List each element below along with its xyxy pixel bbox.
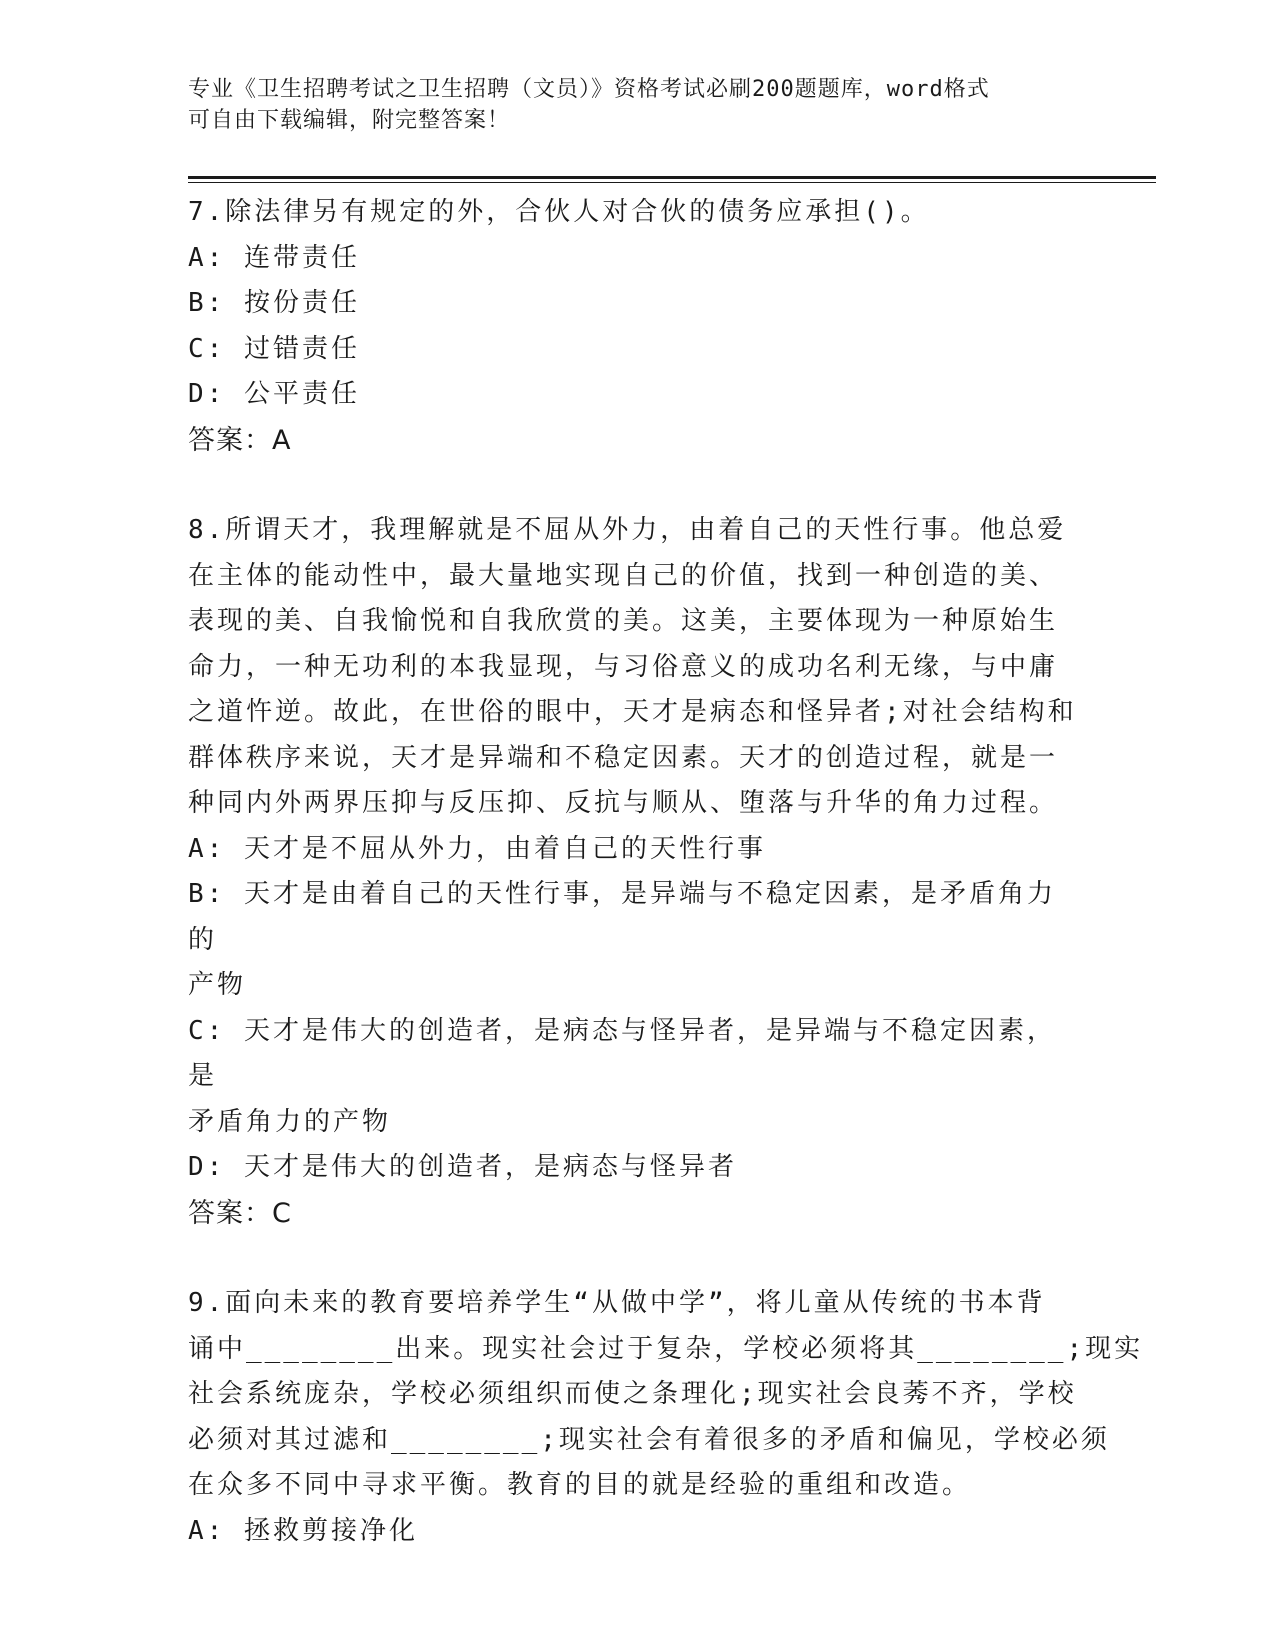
question-9-stem-line: 在众多不同中寻求平衡。教育的目的就是经验的重组和改造。: [188, 1470, 972, 1500]
question-8-answer: 答案：C: [188, 1197, 292, 1229]
question-7-stem: 7.除法律另有规定的外，合伙人对合伙的债务应承担()。: [188, 197, 930, 227]
question-9: [188, 1281, 1144, 1554]
question-8-stem-line: 群体秩序来说，天才是异端和不稳定因素。天才的创造过程，就是一: [188, 742, 1059, 773]
question-7-option-d: D: 公平责任: [188, 379, 360, 409]
header-line-2: 可自由下载编辑，附完整答案！: [188, 108, 511, 133]
header-divider-thin: [188, 182, 1156, 183]
question-8-stem-line: 之道忤逆。故此，在世俗的眼中，天才是病态和怪异者;对社会结构和: [188, 697, 1077, 727]
question-9-option-a: A: 拯救剪接净化: [188, 1515, 418, 1546]
question-8-stem-line: 命力，一种无功利的本我显现，与习俗意义的成功名利无缘，与中庸: [188, 651, 1059, 682]
question-7-option-c: C: 过错责任: [188, 333, 360, 364]
question-9-stem-line: 9.面向未来的教育要培养学生“从做中学”，将儿童从传统的书本背: [188, 1288, 1046, 1318]
question-8-option-c-cont: 矛盾角力的产物: [188, 1106, 392, 1137]
question-9-stem-line: 必须对其过滤和________;现实社会有着很多的矛盾和偏见，学校必须: [188, 1424, 1110, 1455]
question-7-option-a: A: 连带责任: [188, 242, 360, 273]
question-spacer: [188, 463, 1078, 508]
question-8-stem-line: 在主体的能动性中，最大量地实现自己的价值，找到一种创造的美、: [188, 560, 1059, 591]
question-spacer: [188, 1236, 1078, 1281]
header-divider-thick: [188, 176, 1156, 179]
question-8-option-b-cont: 产物: [188, 970, 247, 1000]
question-8-option-a: A: 天才是不屈从外力，由着自己的天性行事: [188, 833, 766, 864]
question-8-option-c: C: 天才是伟大的创造者，是病态与怪异者，是异端与不稳定因素，是: [188, 1015, 1056, 1091]
question-9-stem-line: 诵中________出来。现实社会过于复杂，学校必须将其________;现实: [188, 1333, 1144, 1364]
question-8-stem-line: 种同内外两界压抑与反压抑、反抗与顺从、堕落与升华的角力过程。: [188, 788, 1059, 818]
question-list: [188, 190, 1144, 1554]
question-7: [188, 190, 1078, 463]
document-header: [188, 74, 1088, 136]
question-9-stem-line: 社会系统庞杂，学校必须组织而使之条理化;现实社会良莠不齐，学校: [188, 1379, 1077, 1409]
question-8-option-d: D: 天才是伟大的创造者，是病态与怪异者: [188, 1152, 737, 1182]
question-8: [188, 508, 1078, 1236]
question-8-stem-line: 表现的美、自我愉悦和自我欣赏的美。这美，主要体现为一种原始生: [188, 606, 1059, 636]
question-7-answer: 答案：A: [188, 424, 292, 456]
question-8-stem-line: 8.所谓天才，我理解就是不屈从外力，由着自己的天性行事。他总爱: [188, 515, 1067, 545]
header-line-1: 专业《卫生招聘考试之卫生招聘（文员）》资格考试必刷200题题库，word格式: [188, 77, 990, 102]
question-8-option-b: B: 天才是由着自己的天性行事，是异端与不稳定因素，是矛盾角力的: [188, 879, 1056, 955]
question-7-option-b: B: 按份责任: [188, 288, 360, 318]
